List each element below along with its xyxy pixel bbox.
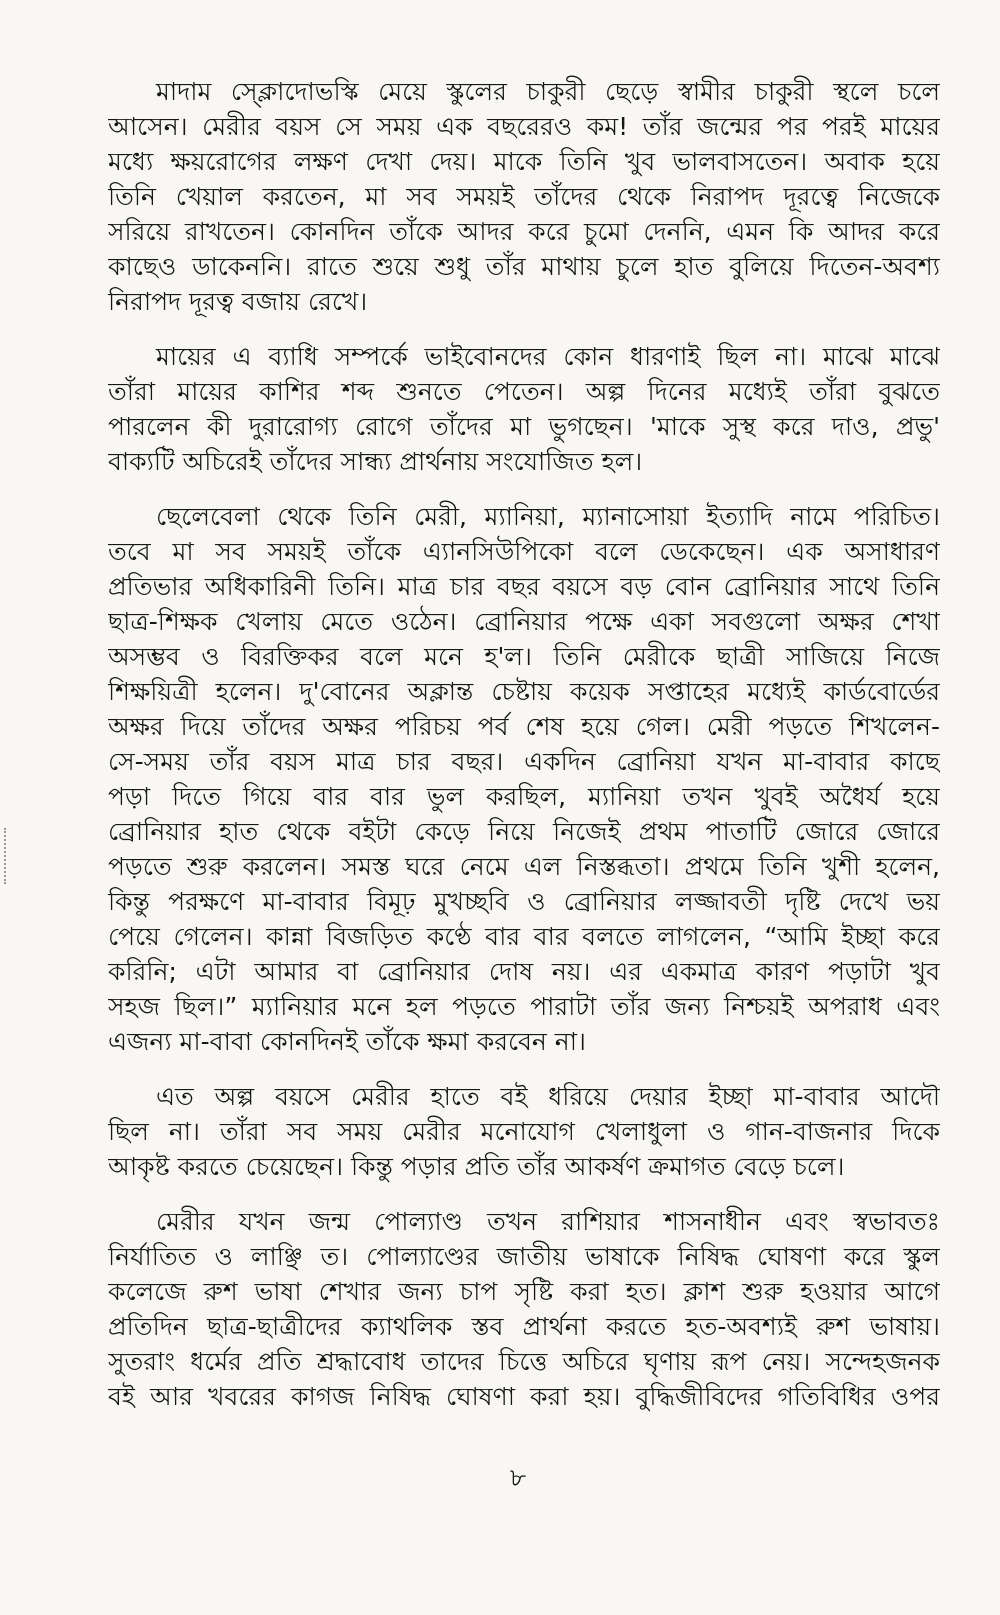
text-line: তিনি খেয়াল করতেন, মা সব সময়ই তাঁদের থেকে নিরাপদ দূরত্বে নিজেকে	[108, 182, 940, 211]
text-line: নির্যাতিত ও লাঞ্ছি ত। পোল্যাণ্ডের জাতীয় ভাষাকে নিষিদ্ধ ঘোষণা করে স্কুল	[108, 1242, 940, 1271]
body-text	[108, 74, 940, 1434]
text-line: ছাত্র-শিক্ষক খেলায় মেতে ওঠেন। ব্রোনিয়ার পক্ষে একা সবগুলো অক্ষর শেখা	[108, 607, 940, 636]
text-line: আসেন। মেরীর বয়স সে সময় এক বছরেরও কম! তাঁর জন্মের পর পরই মায়ের	[108, 112, 940, 141]
text-line: এত অল্প বয়সে মেরীর হাতে বই ধরিয়ে দেয়ার ইচ্ছা মা-বাবার আদৌ	[156, 1082, 940, 1111]
text-line: সুতরাং ধর্মের প্রতি শ্রদ্ধাবোধ তাদের চিত্তে অচিরে ঘৃণায় রূপ নেয়। সন্দেহজনক	[108, 1347, 940, 1376]
text-line: ছিল না। তাঁরা সব সময় মেরীর মনোযোগ খেলাধুলা ও গান-বাজনার দিকে	[108, 1117, 940, 1146]
text-line: এজন্য মা-বাবা কোনদিনই তাঁকে ক্ষমা করবেন না।	[108, 1027, 586, 1056]
text-line: নিরাপদ দূরত্ব বজায় রেখে।	[108, 287, 368, 316]
text-line: কাছেও ডাকেননি। রাতে শুয়ে শুধু তাঁর মাথায় চুলে হাত বুলিয়ে দিতেন-অবশ্য	[108, 252, 940, 281]
scan-mark	[4, 828, 6, 884]
text-line: কিন্তু পরক্ষণে মা-বাবার বিমূঢ় মুখচ্ছবি ও ব্রোনিয়ার লজ্জাবতী দৃষ্টি দেখে ভয়	[108, 887, 940, 916]
paragraph-1	[108, 74, 940, 319]
text-line: বাক্যটি অচিরেই তাঁদের সান্ধ্য প্রার্থনায় সংযোজিত হল।	[108, 447, 643, 476]
text-line: সে-সময় তাঁর বয়স মাত্র চার বছর। একদিন ব্রোনিয়া যখন মা-বাবার কাছে	[108, 747, 940, 776]
text-line: মধ্যে ক্ষয়রোগের লক্ষণ দেখা দেয়। মাকে তিনি খুব ভালবাসতেন। অবাক হয়ে	[108, 147, 940, 176]
text-line: প্রতিভার অধিকারিনী তিনি। মাত্র চার বছর বয়সে বড় বোন ব্রোনিয়ার সাথে তিনি	[108, 572, 940, 601]
text-line: পেয়ে গেলেন। কান্না বিজড়িত কণ্ঠে বার বার বলতে লাগলেন, “আমি ইচ্ছা করে	[108, 922, 940, 951]
text-line: মাদাম স্ক্লোদোভস্কি মেয়ে স্কুলের চাকুরী ছেড়ে স্বামীর চাকুরী স্থলে চলে	[156, 77, 940, 106]
text-line: আকৃষ্ট করতে চেয়েছেন। কিন্তু পড়ার প্রতি তাঁর আকর্ষণ ক্রমাগত বেড়ে চলে।	[108, 1152, 845, 1181]
text-line: তবে মা সব সময়ই তাঁকে এ্যানসিউপিকো বলে ডেকেছেন। এক অসাধারণ	[108, 537, 940, 566]
text-line: কলেজে রুশ ভাষা শেখার জন্য চাপ সৃষ্টি করা হত। ক্লাশ শুরু হওয়ার আগে	[108, 1277, 940, 1306]
text-line: মেরীর যখন জন্ম পোল্যাণ্ড তখন রাশিয়ার শাসনাধীন এবং স্বভাবতঃ	[156, 1207, 940, 1236]
text-line: প্রতিদিন ছাত্র-ছাত্রীদের ক্যাথলিক স্তব প্রার্থনা করতে হত-অবশ্যই রুশ ভাষায়।	[108, 1312, 940, 1341]
text-line: পড়তে শুরু করলেন। সমস্ত ঘরে নেমে এল নিস্তব্ধতা। প্রথমে তিনি খুশী হলেন,	[108, 852, 940, 881]
text-line: করিনি; এটা আমার বা ব্রোনিয়ার দোষ নয়। এর একমাত্র কারণ পড়াটা খুব	[108, 957, 940, 986]
text-line: বই আর খবরের কাগজ নিষিদ্ধ ঘোষণা করা হয়। বুদ্ধিজীবিদের গতিবিধির ওপর	[108, 1382, 940, 1411]
paragraph-4	[108, 1079, 940, 1184]
page-number: ৮	[509, 1463, 527, 1492]
text-line: তাঁরা মায়ের কাশির শব্দ শুনতে পেতেন। অল্প দিনের মধ্যেই তাঁরা বুঝতে	[108, 377, 940, 406]
text-line: ছেলেবেলা থেকে তিনি মেরী, ম্যানিয়া, ম্যানাসোয়া ইত্যাদি নামে পরিচিত।	[156, 502, 940, 531]
text-line: ব্রোনিয়ার হাত থেকে বইটা কেড়ে নিয়ে নিজেই প্রথম পাতাটি জোরে জোরে	[108, 817, 940, 846]
text-line: মায়ের এ ব্যাধি সম্পর্কে ভাইবোনদের কোন ধারণাই ছিল না। মাঝে মাঝে	[156, 342, 940, 371]
text-line: পারলেন কী দুরারোগ্য রোগে তাঁদের মা ভুগছেন। 'মাকে সুস্থ করে দাও, প্রভু'	[108, 412, 940, 441]
paragraph-2	[108, 339, 940, 479]
paragraph-5	[108, 1204, 940, 1414]
paragraph-3	[108, 499, 940, 1059]
text-line: সহজ ছিল।” ম্যানিয়ার মনে হল পড়তে পারাটা তাঁর জন্য নিশ্চয়ই অপরাধ এবং	[108, 992, 940, 1021]
text-line: শিক্ষয়িত্রী হলেন। দু'বোনের অক্লান্ত চেষ্টায় কয়েক সপ্তাহের মধ্যেই কার্ডবোর্ডের	[108, 677, 940, 706]
text-line: পড়া দিতে গিয়ে বার বার ভুল করছিল, ম্যানিয়া তখন খুবই অধৈর্য হয়ে	[108, 782, 940, 811]
text-line: অসম্ভব ও বিরক্তিকর বলে মনে হ'ল। তিনি মেরীকে ছাত্রী সাজিয়ে নিজে	[108, 642, 940, 671]
text-line: অক্ষর দিয়ে তাঁদের অক্ষর পরিচয় পর্ব শেষ হয়ে গেল। মেরী পড়তে শিখলেন-	[108, 712, 940, 741]
text-line: সরিয়ে রাখতেন। কোনদিন তাঁকে আদর করে চুমো দেননি, এমন কি আদর করে	[108, 217, 940, 246]
